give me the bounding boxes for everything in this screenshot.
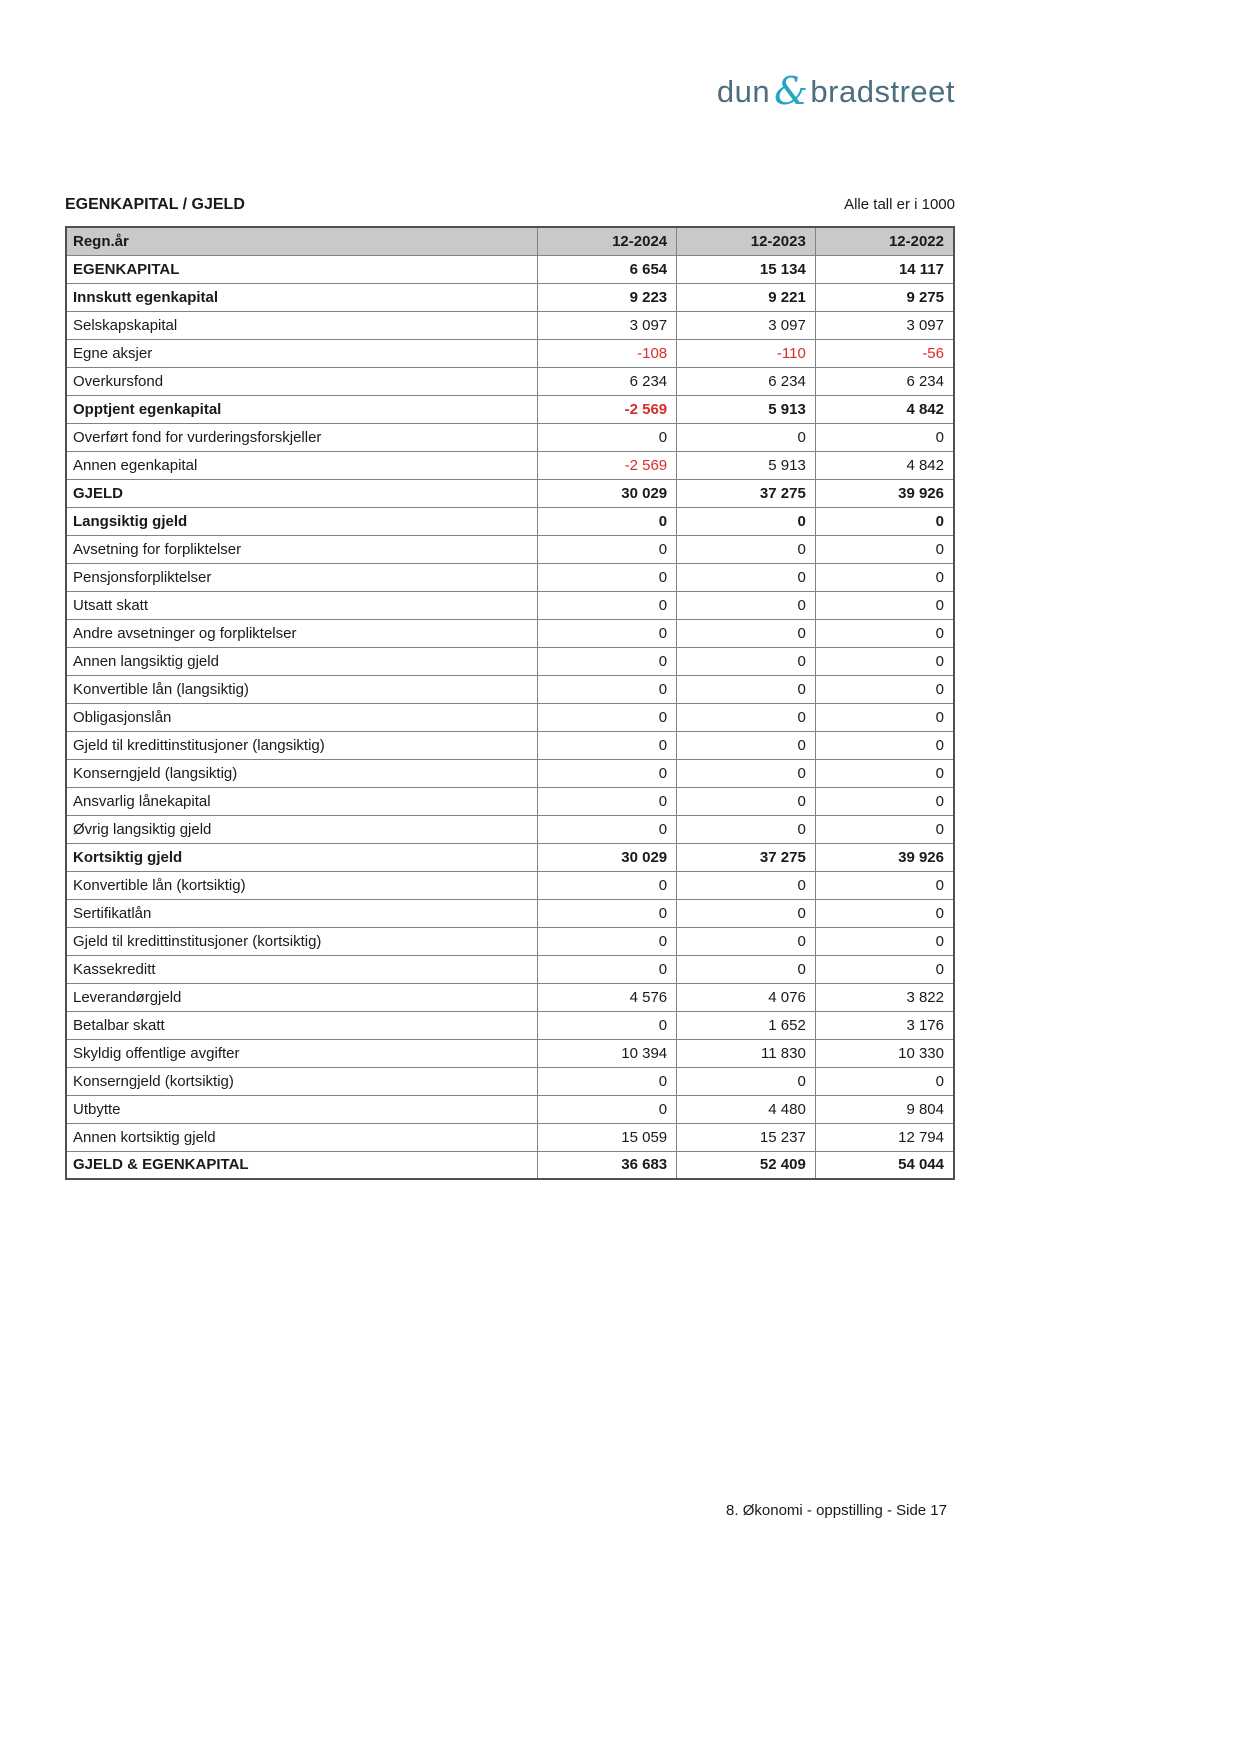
cell-value: 0 bbox=[677, 591, 816, 619]
cell-value: 0 bbox=[538, 871, 677, 899]
cell-value: 0 bbox=[677, 703, 816, 731]
table-row bbox=[66, 619, 954, 647]
row-label: Kassekreditt bbox=[66, 955, 538, 983]
row-label: Konvertible lån (kortsiktig) bbox=[66, 871, 538, 899]
cell-value: 0 bbox=[677, 647, 816, 675]
cell-value: 0 bbox=[815, 955, 954, 983]
cell-value: -110 bbox=[677, 339, 816, 367]
cell-value: 0 bbox=[815, 563, 954, 591]
table-row bbox=[66, 339, 954, 367]
unit-note: Alle tall er i 1000 bbox=[844, 196, 955, 213]
row-label: Langsiktig gjeld bbox=[66, 507, 538, 535]
cell-value: 1 652 bbox=[677, 1011, 816, 1039]
cell-value: 0 bbox=[677, 787, 816, 815]
row-label: Opptjent egenkapital bbox=[66, 395, 538, 423]
table-row bbox=[66, 787, 954, 815]
table-row bbox=[66, 283, 954, 311]
cell-value: 0 bbox=[677, 759, 816, 787]
row-label: Overkursfond bbox=[66, 367, 538, 395]
cell-value: 10 330 bbox=[815, 1039, 954, 1067]
dnb-logo bbox=[716, 69, 955, 113]
cell-value: 0 bbox=[538, 675, 677, 703]
cell-value: 10 394 bbox=[538, 1039, 677, 1067]
cell-value: 3 097 bbox=[815, 311, 954, 339]
row-label: Selskapskapital bbox=[66, 311, 538, 339]
table-row bbox=[66, 843, 954, 871]
table-row bbox=[66, 759, 954, 787]
row-label: Utbytte bbox=[66, 1095, 538, 1123]
table-row bbox=[66, 255, 954, 283]
cell-value: -56 bbox=[815, 339, 954, 367]
table-row bbox=[66, 871, 954, 899]
row-label: Sertifikatlån bbox=[66, 899, 538, 927]
table-row bbox=[66, 955, 954, 983]
row-label: Obligasjonslån bbox=[66, 703, 538, 731]
cell-value: 0 bbox=[677, 731, 816, 759]
cell-value: 54 044 bbox=[815, 1151, 954, 1179]
row-label: Gjeld til kredittinstitusjoner (kortsiktig) bbox=[66, 927, 538, 955]
table-row bbox=[66, 1095, 954, 1123]
cell-value: 6 234 bbox=[677, 367, 816, 395]
cell-value: 37 275 bbox=[677, 479, 816, 507]
cell-value: 0 bbox=[815, 927, 954, 955]
cell-value: 4 076 bbox=[677, 983, 816, 1011]
cell-value: 0 bbox=[538, 955, 677, 983]
row-label: GJELD bbox=[66, 479, 538, 507]
row-label: Ansvarlig lånekapital bbox=[66, 787, 538, 815]
column-header-12-2022: 12-2022 bbox=[815, 227, 954, 255]
cell-value: 0 bbox=[815, 1067, 954, 1095]
table-row bbox=[66, 591, 954, 619]
cell-value: 0 bbox=[538, 815, 677, 843]
cell-value: 3 097 bbox=[538, 311, 677, 339]
cell-value: 0 bbox=[815, 591, 954, 619]
cell-value: 0 bbox=[538, 787, 677, 815]
cell-value: 15 059 bbox=[538, 1123, 677, 1151]
row-label: Gjeld til kredittinstitusjoner (langsiktig) bbox=[66, 731, 538, 759]
row-label: GJELD & EGENKAPITAL bbox=[66, 1151, 538, 1179]
row-label: Overført fond for vurderingsforskjeller bbox=[66, 423, 538, 451]
table-row bbox=[66, 1151, 954, 1179]
table-row bbox=[66, 1039, 954, 1067]
cell-value: 0 bbox=[538, 563, 677, 591]
cell-value: 0 bbox=[538, 899, 677, 927]
row-label: Avsetning for forpliktelser bbox=[66, 535, 538, 563]
cell-value: 5 913 bbox=[677, 395, 816, 423]
cell-value: 0 bbox=[538, 647, 677, 675]
cell-value: 12 794 bbox=[815, 1123, 954, 1151]
cell-value: 0 bbox=[677, 927, 816, 955]
cell-value: 0 bbox=[538, 1067, 677, 1095]
cell-value: 0 bbox=[538, 731, 677, 759]
cell-value: 0 bbox=[538, 703, 677, 731]
table-row bbox=[66, 535, 954, 563]
table-row bbox=[66, 563, 954, 591]
table-row bbox=[66, 647, 954, 675]
cell-value: 0 bbox=[677, 955, 816, 983]
cell-value: 0 bbox=[677, 563, 816, 591]
cell-value: 0 bbox=[815, 619, 954, 647]
balance-sheet-table bbox=[65, 226, 955, 1180]
cell-value: 0 bbox=[677, 899, 816, 927]
table-row bbox=[66, 423, 954, 451]
table-row bbox=[66, 395, 954, 423]
cell-value: 0 bbox=[677, 815, 816, 843]
cell-value: 0 bbox=[677, 871, 816, 899]
cell-value: 39 926 bbox=[815, 843, 954, 871]
cell-value: 0 bbox=[815, 647, 954, 675]
table-row bbox=[66, 1011, 954, 1039]
row-label: EGENKAPITAL bbox=[66, 255, 538, 283]
column-header-12-2024: 12-2024 bbox=[538, 227, 677, 255]
cell-value: 0 bbox=[538, 423, 677, 451]
cell-value: 5 913 bbox=[677, 451, 816, 479]
cell-value: -2 569 bbox=[538, 451, 677, 479]
cell-value: 0 bbox=[815, 787, 954, 815]
table-row bbox=[66, 815, 954, 843]
row-label: Andre avsetninger og forpliktelser bbox=[66, 619, 538, 647]
cell-value: 0 bbox=[677, 535, 816, 563]
table-row bbox=[66, 1067, 954, 1095]
table-row bbox=[66, 927, 954, 955]
table-header bbox=[66, 227, 954, 255]
cell-value: 9 221 bbox=[677, 283, 816, 311]
cell-value: 3 822 bbox=[815, 983, 954, 1011]
title-row bbox=[65, 196, 955, 214]
cell-value: 0 bbox=[538, 591, 677, 619]
cell-value: 0 bbox=[538, 507, 677, 535]
table-row bbox=[66, 479, 954, 507]
cell-value: 36 683 bbox=[538, 1151, 677, 1179]
row-label: Konserngjeld (kortsiktig) bbox=[66, 1067, 538, 1095]
row-label: Innskutt egenkapital bbox=[66, 283, 538, 311]
cell-value: -108 bbox=[538, 339, 677, 367]
cell-value: 0 bbox=[815, 535, 954, 563]
cell-value: 30 029 bbox=[538, 479, 677, 507]
row-label: Øvrig langsiktig gjeld bbox=[66, 815, 538, 843]
cell-value: 15 237 bbox=[677, 1123, 816, 1151]
row-label: Annen langsiktig gjeld bbox=[66, 647, 538, 675]
table-row bbox=[66, 703, 954, 731]
cell-value: 0 bbox=[538, 619, 677, 647]
logo-word-dun: dun bbox=[716, 74, 771, 109]
cell-value: 0 bbox=[677, 619, 816, 647]
cell-value: 11 830 bbox=[677, 1039, 816, 1067]
cell-value: 37 275 bbox=[677, 843, 816, 871]
column-header-12-2023: 12-2023 bbox=[677, 227, 816, 255]
table-row bbox=[66, 367, 954, 395]
cell-value: 4 842 bbox=[815, 395, 954, 423]
row-label: Pensjonsforpliktelser bbox=[66, 563, 538, 591]
row-label: Annen kortsiktig gjeld bbox=[66, 1123, 538, 1151]
table-row bbox=[66, 1123, 954, 1151]
cell-value: 52 409 bbox=[677, 1151, 816, 1179]
cell-value: 0 bbox=[815, 423, 954, 451]
logo-ampersand-icon: & bbox=[774, 69, 809, 113]
cell-value: 0 bbox=[815, 507, 954, 535]
page-footer: 8. Økonomi - oppstilling - Side 17 bbox=[726, 1502, 947, 1519]
cell-value: 4 576 bbox=[538, 983, 677, 1011]
column-header-regnaar: Regn.år bbox=[66, 227, 538, 255]
row-label: Skyldig offentlige avgifter bbox=[66, 1039, 538, 1067]
table-row bbox=[66, 675, 954, 703]
header-row bbox=[66, 227, 954, 255]
table-row bbox=[66, 983, 954, 1011]
cell-value: 9 223 bbox=[538, 283, 677, 311]
cell-value: 0 bbox=[815, 899, 954, 927]
row-label: Betalbar skatt bbox=[66, 1011, 538, 1039]
table-row bbox=[66, 731, 954, 759]
cell-value: 9 275 bbox=[815, 283, 954, 311]
logo-word-bradstreet: bradstreet bbox=[810, 74, 955, 109]
table-row bbox=[66, 507, 954, 535]
cell-value: 0 bbox=[677, 507, 816, 535]
cell-value: 0 bbox=[815, 815, 954, 843]
table-body bbox=[66, 255, 954, 1179]
cell-value: 15 134 bbox=[677, 255, 816, 283]
cell-value: 3 176 bbox=[815, 1011, 954, 1039]
cell-value: 0 bbox=[538, 1095, 677, 1123]
cell-value: 0 bbox=[677, 1067, 816, 1095]
cell-value: 4 480 bbox=[677, 1095, 816, 1123]
table-row bbox=[66, 899, 954, 927]
table-row bbox=[66, 451, 954, 479]
cell-value: 14 117 bbox=[815, 255, 954, 283]
row-label: Annen egenkapital bbox=[66, 451, 538, 479]
cell-value: 0 bbox=[538, 927, 677, 955]
row-label: Konvertible lån (langsiktig) bbox=[66, 675, 538, 703]
page-title: EGENKAPITAL / GJELD bbox=[65, 196, 245, 213]
cell-value: 0 bbox=[815, 731, 954, 759]
cell-value: 6 234 bbox=[815, 367, 954, 395]
row-label: Konserngjeld (langsiktig) bbox=[66, 759, 538, 787]
cell-value: 0 bbox=[815, 703, 954, 731]
cell-value: 39 926 bbox=[815, 479, 954, 507]
cell-value: 0 bbox=[538, 1011, 677, 1039]
cell-value: -2 569 bbox=[538, 395, 677, 423]
cell-value: 0 bbox=[677, 675, 816, 703]
cell-value: 0 bbox=[538, 759, 677, 787]
cell-value: 6 234 bbox=[538, 367, 677, 395]
cell-value: 9 804 bbox=[815, 1095, 954, 1123]
cell-value: 30 029 bbox=[538, 843, 677, 871]
cell-value: 4 842 bbox=[815, 451, 954, 479]
row-label: Utsatt skatt bbox=[66, 591, 538, 619]
cell-value: 0 bbox=[815, 675, 954, 703]
cell-value: 0 bbox=[538, 535, 677, 563]
cell-value: 0 bbox=[815, 759, 954, 787]
cell-value: 0 bbox=[677, 423, 816, 451]
row-label: Leverandørgjeld bbox=[66, 983, 538, 1011]
table-row bbox=[66, 311, 954, 339]
cell-value: 6 654 bbox=[538, 255, 677, 283]
row-label: Kortsiktig gjeld bbox=[66, 843, 538, 871]
row-label: Egne aksjer bbox=[66, 339, 538, 367]
cell-value: 0 bbox=[815, 871, 954, 899]
cell-value: 3 097 bbox=[677, 311, 816, 339]
